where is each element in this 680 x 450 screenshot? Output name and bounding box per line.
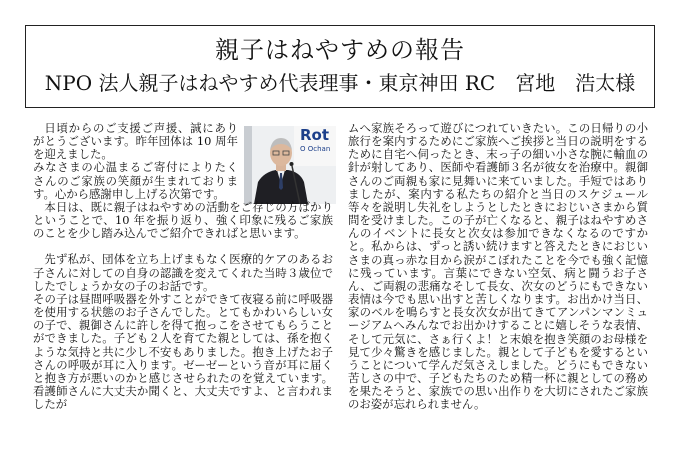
intro-paragraph-1: 日頃からのご支援ご声援、誠にありがとうございます。昨年団体は 10 周年を迎えました。: [33, 122, 238, 162]
page-title: 親子はねやすめの報告: [215, 36, 465, 64]
story-paragraph-2: その子は昼間呼吸器を外すことができて夜寝る前に呼吸器を使用する状態のお子さんでした。とてもかわいらしい女の子で、親御さんに許しを得て抱っこをさせてもらうことができました。子ども２人を育てた親としては、孫を抱くような気持と共に少し不安もありました。抱き上げたお子さんの呼吸が耳に入ります。ゼーゼーという音が耳に届くと抱き方が悪いのかと感じさせられたのを覚えています。看護師さんに大丈夫か聞くと、大丈夫ですよ、と言われましたが: [33, 291, 333, 412]
intro-paragraph-3: 本日は、既に親子はねやすめの活動をご存じの方ばかりということで、10 年を振り返り、強く印象に残るご家族のことを少し踏み込んでご紹介できればと思います。: [33, 199, 333, 241]
right-column: [348, 122, 648, 450]
page-subtitle: NPO 法人親子はねやすめ代表理事・東京神田 RC 宮地 浩太様: [44, 71, 636, 95]
photo-sign-subtext: O Ochan: [300, 145, 331, 153]
intro-paragraph-2: みなさまの心温まるご寄付によりたくさんのご家族の笑顔が生まれております。心から感謝申し上げる次第です。: [33, 160, 238, 201]
story-paragraph-1: 先ず私が、団体を立ち上げまもなく医療的ケアのあるお子さんに対しての自身の認識を変えてくれた当時３歳位でしたでしょうか女の子のお話です。: [33, 252, 333, 293]
photo-sign-text: Rot: [300, 126, 330, 144]
title-box: [25, 25, 655, 108]
right-column-text: ムへ家族そろって遊びにつれていきたい。この日帰りの小旅行を案内するためにご家族へご挨拶と当日の説明をするために自宅へ伺ったとき、末っ子の細い小さな腕に輸血の針が射してあり、医師や看護師３名が彼女を治療中。親御さんのご両親も家に見舞いに来ていました。手短ではありましたが、案内する私たちの紹介と当日のスケジュール等々を説明し失礼をしようとしたときにおじいさまから質問を受けました。この子が亡くなると、親子はねやすめさんのイベントに長女と次女は参加できなくなるのですかと。私からは、ずっと誘い続けますと答えたときにおじいさまの真っ赤な目から涙がこぼれたことを今でも強く記憶に残っています。言葉にできない空気、病と闘うお子さん、ご両親の悲痛なそして長女、次女のどうにもできない表情は今でも思い出すと苦しくなります。お出かけ当日、家のベルを鳴らすと長女次女が出てきてアンパンマンミュージアムへみんなでお出かけすることに嬉しそうな表情、そして元気に、さぁ行くよ！と末娘を抱き笑顔のお母様を見て少々驚きを感じました。親として子どもを愛するということについて学んだ気さえしました。どうにもできない苦しさの中で、子どもたちのため精一杯に親としての務めを果たそうと、家族での思い出作りを大切にされたご家族のお姿が忘れられません。: [348, 122, 648, 412]
left-column: [33, 122, 333, 450]
